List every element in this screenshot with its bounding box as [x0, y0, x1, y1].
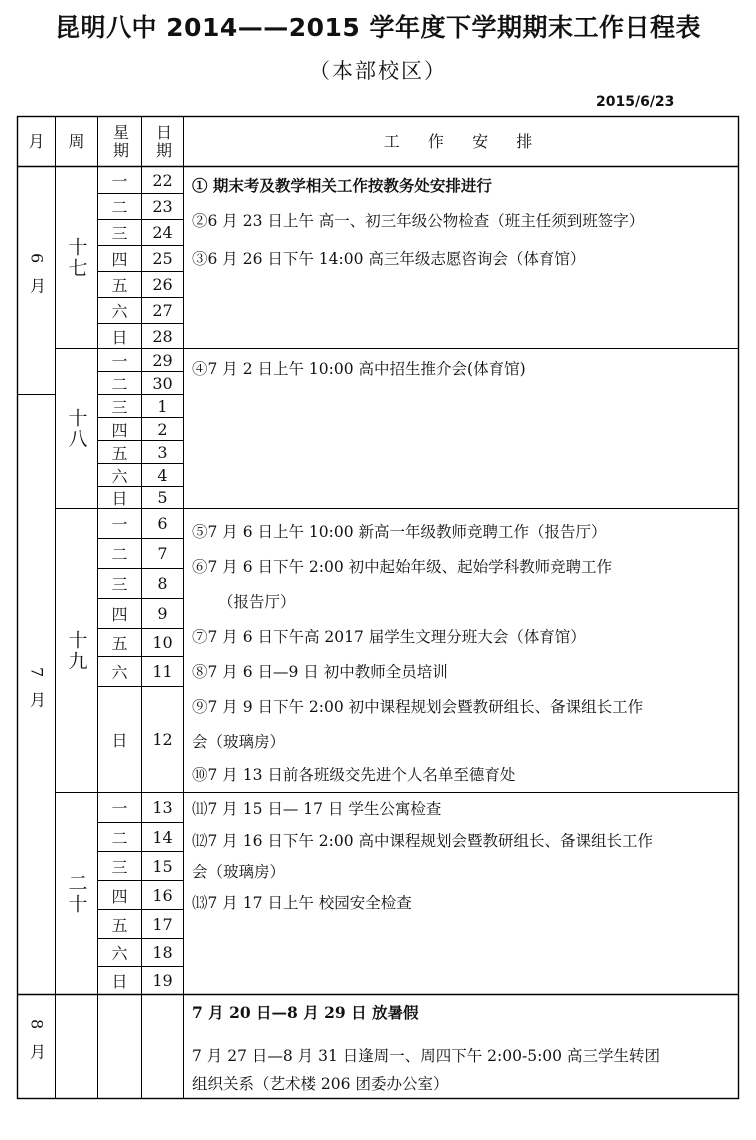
- month-august: 8月: [27, 1019, 47, 1074]
- weekday-cell: 六: [111, 663, 128, 682]
- date-cell: 2: [157, 419, 168, 439]
- date-cell: 11: [152, 662, 173, 681]
- month-july: 7月: [27, 667, 47, 722]
- weekday-cell: 三: [111, 224, 128, 243]
- weekday-cell: 六: [111, 944, 128, 963]
- month-june: 6月: [27, 253, 47, 308]
- weekday-cell: 二: [111, 374, 128, 394]
- page-title: 昆明八中 2014——2015 学年度下学期期末工作日程表: [54, 13, 702, 42]
- weekday-cell: 二: [111, 545, 128, 564]
- weekday-cell: 五: [111, 915, 128, 935]
- date-cell: 6: [157, 514, 168, 533]
- date-cell: 15: [152, 856, 173, 876]
- weekday-cell: 三: [111, 397, 128, 417]
- weekday-cell: 五: [111, 443, 128, 463]
- date-cell: 18: [152, 943, 173, 962]
- date-cell: 5: [157, 488, 168, 507]
- week-20: 二十: [65, 872, 88, 915]
- task-item: ③6 月 26 日下午 14:00 高三年级志愿咨询会（体育馆）: [192, 250, 586, 268]
- date-cell: 8: [157, 574, 168, 593]
- week-19: 十九: [65, 629, 88, 672]
- date-cell: 14: [152, 827, 173, 847]
- week-18: 十八: [65, 407, 88, 450]
- task-item: ⑤7 月 6 日上午 10:00 新高一年级教师竞聘工作（报告厅）: [192, 523, 607, 541]
- date-cell: 13: [152, 798, 173, 817]
- weekday-cell: 五: [111, 634, 128, 653]
- week-17: 十七: [65, 236, 88, 279]
- task-item-continued: 组织关系（艺术楼 206 团委办公室）: [192, 1075, 449, 1093]
- task-item: 7 月 27 日—8 月 31 日逢周一、周四下午 2:00-5:00 高三学生转团: [192, 1047, 660, 1065]
- date-cell: 22: [152, 170, 173, 190]
- weekday-cell: 一: [111, 171, 128, 191]
- column-header-month: 月: [28, 131, 45, 151]
- date-cell: 12: [152, 730, 173, 749]
- task-item-continued: 会（玻璃房）: [192, 863, 286, 881]
- weekday-cell: 四: [111, 250, 128, 269]
- date-cell: 9: [157, 604, 168, 623]
- weekday-cell: 四: [111, 420, 128, 440]
- task-item: 7 月 20 日—8 月 29 日 放暑假: [192, 1003, 419, 1022]
- weekday-cell: 一: [111, 515, 128, 534]
- weekday-cell: 三: [111, 857, 128, 877]
- weekday-cell: 日: [111, 731, 128, 750]
- column-header-work: 工 作 安 排: [383, 131, 539, 151]
- weekday-cell: 六: [111, 302, 128, 321]
- task-item: ⑦7 月 6 日下午高 2017 届学生文理分班大会（体育馆）: [192, 628, 586, 646]
- date-cell: 3: [157, 442, 168, 462]
- task-item: ⑥7 月 6 日下午 2:00 初中起始年级、起始学科教师竞聘工作: [192, 558, 613, 576]
- task-item-continued: 会（玻璃房）: [192, 733, 286, 751]
- date-cell: 4: [157, 465, 168, 485]
- task-item: ④7 月 2 日上午 10:00 高中招生推介会(体育馆): [192, 360, 526, 378]
- weekday-cell: 日: [111, 489, 128, 508]
- task-item: ⑨7 月 9 日下午 2:00 初中课程规划会暨教研组长、备课组长工作: [192, 698, 644, 716]
- weekday-cell: 六: [111, 466, 128, 486]
- date-cell: 7: [157, 544, 168, 563]
- task-item: ① 期末考及教学相关工作按教务处安排进行: [192, 176, 492, 195]
- date-cell: 10: [152, 633, 173, 652]
- date-cell: 1: [157, 396, 168, 416]
- task-item: ⑩7 月 13 日前各班级交先进个人名单至德育处: [192, 766, 516, 784]
- weekday-cell: 四: [111, 605, 128, 624]
- date-cell: 23: [152, 197, 173, 216]
- weekday-cell: 四: [111, 886, 128, 906]
- task-item-continued: （报告厅）: [218, 593, 296, 611]
- date-cell: 24: [152, 223, 173, 242]
- date-cell: 29: [152, 350, 173, 370]
- column-header-weekday: 星期: [110, 123, 130, 160]
- weekday-cell: 三: [111, 575, 128, 594]
- weekday-cell: 二: [111, 828, 128, 848]
- task-item: ②6 月 23 日上午 高一、初三年级公物检查（班主任须到班签字）: [192, 212, 645, 230]
- date-cell: 19: [152, 971, 173, 990]
- weekday-cell: 日: [111, 327, 128, 347]
- weekday-cell: 五: [111, 276, 128, 295]
- date-cell: 25: [152, 249, 173, 268]
- column-header-week: 周: [68, 131, 85, 151]
- date-cell: 26: [152, 275, 173, 294]
- column-header-date: 日期: [153, 123, 173, 160]
- date-cell: 27: [152, 301, 173, 320]
- task-item: ⑾7 月 15 日— 17 日 学生公寓检查: [192, 800, 442, 818]
- date-cell: 17: [152, 914, 173, 934]
- weekday-cell: 日: [111, 972, 128, 991]
- task-item: ⑿7 月 16 日下午 2:00 高中课程规划会暨教研组长、备课组长工作: [192, 832, 654, 850]
- date-cell: 30: [152, 373, 173, 393]
- weekday-cell: 二: [111, 198, 128, 217]
- page-subtitle: （本部校区）: [309, 59, 447, 83]
- issue-date: 2015/6/23: [596, 94, 675, 110]
- date-cell: 16: [152, 885, 173, 905]
- weekday-cell: 一: [111, 799, 128, 818]
- date-cell: 28: [152, 326, 173, 346]
- task-item: ⑧7 月 6 日—9 日 初中教师全员培训: [192, 663, 448, 681]
- task-item: ⒀7 月 17 日上午 校园安全检查: [192, 894, 412, 912]
- weekday-cell: 一: [111, 351, 128, 371]
